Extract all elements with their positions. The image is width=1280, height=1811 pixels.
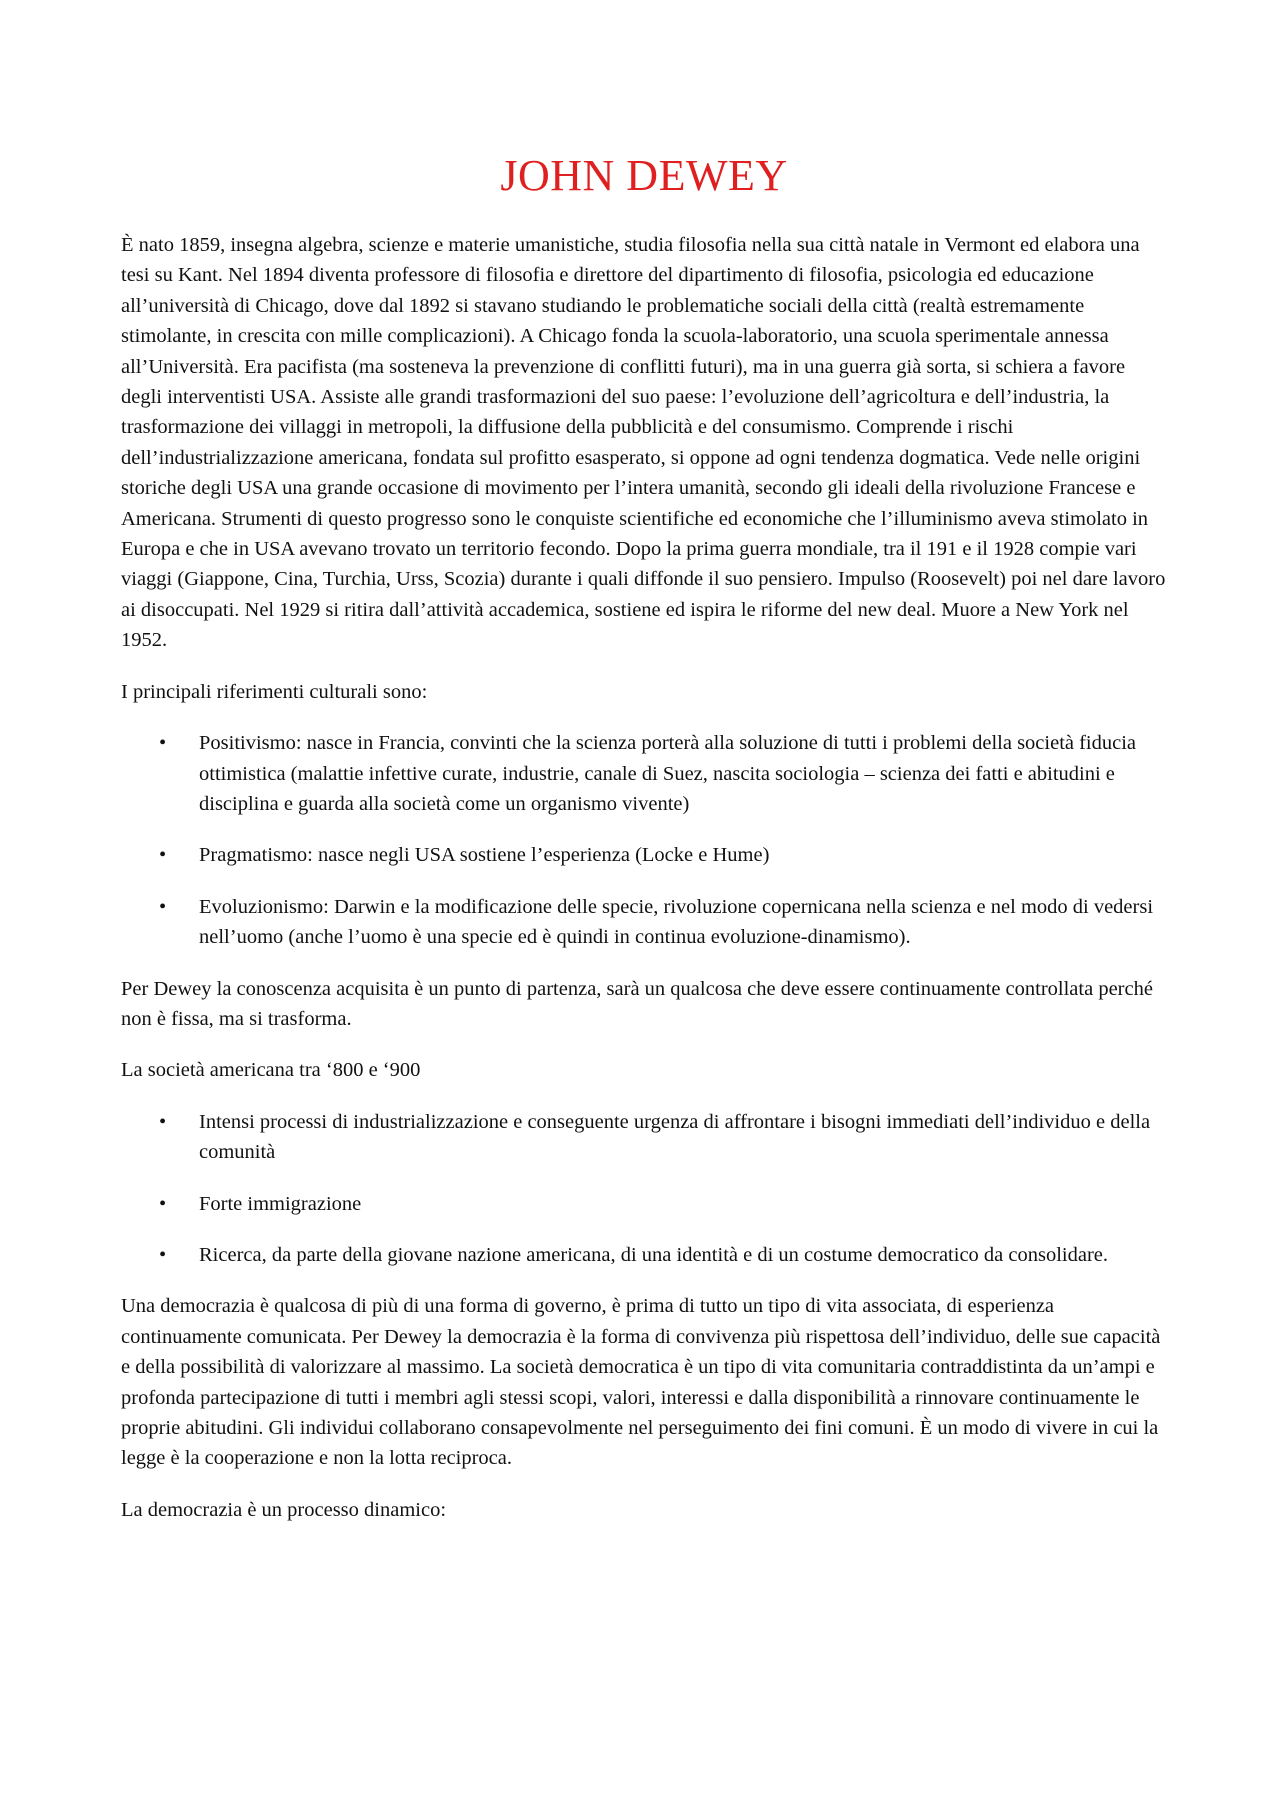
knowledge-paragraph: Per Dewey la conoscenza acquisita è un punto di partenza, sarà un qualcosa che deve essere continuamente controllata perché non è fissa, ma si trasforma.	[121, 977, 1153, 1030]
references-list	[121, 728, 1167, 952]
democracy-paragraph: Una democrazia è qualcosa di più di una forma di governo, è prima di tutto un tipo di vita associata, di esperienza continuamente comunicata. Per Dewey la democrazia è la forma di convivenza più rispettosa dell’individuo, delle sue capacità e della possibilità di valorizzare al massimo. La società democratica è un tipo di vita comunitaria contraddistinta da un’ampi e profonda partecipazione di tutti i membri agli stessi scopi, valori, interessi e dalla disponibilità a rinnovare continuamente le proprie abitudini. Gli individui collaborano consapevolmente nel perseguimento dei fini comuni. È un modo di vivere in cui la legge è la cooperazione e non la lotta reciproca.	[121, 1295, 1161, 1470]
list-item	[121, 728, 1167, 819]
list-item-text: Intensi processi di industrializzazione e conseguente urgenza di affrontare i bisogni immediati dell’individuo e della comunità	[199, 1110, 1151, 1164]
document-title: JOHN DEWEY	[500, 151, 788, 200]
biography-paragraph: È nato 1859, insegna algebra, scienze e materie umanistiche, studia filosofia nella sua città natale in Vermont ed elabora una tesi su Kant. Nel 1894 diventa professore di filosofia e direttore del dipartimento di filosofia, psicologia ed educazione all’università di Chicago, dove dal 1892 si stavano studiando le problematiche sociali della città (realtà estremamente stimolante, in crescita con mille complicazioni). A Chicago fonda la scuola-laboratorio, una scuola sperimentale annessa all’Università. Era pacifista (ma sosteneva la prevenzione di conflitti futuri), ma in una guerra già sorta, si schiera a favore degli interventisti USA. Assiste alle grandi trasformazioni del suo paese: l’evoluzione dell’agricoltura e dell’industria, la trasformazione dei villaggi in metropoli, la diffusione della pubblicità e del consumismo. Comprende i rischi dell’industrializzazione americana, fondata sul profitto esasperato, si oppone ad ogni tendenza dogmatica. Vede nelle origini storiche degli USA una grande occasione di movimento per l’intera umanità, secondo gli ideali della rivoluzione Francese e Americana. Strumenti di questo progresso sono le conquiste scientifiche ed economiche che l’illuminismo aveva stimolato in Europa e che in USA avevano trovato un territorio fecondo. Dopo la prima guerra mondiale, tra il 191 e il 1928 compie vari viaggi (Giappone, Cina, Turchia, Urss, Scozia) durante i quali diffonde il suo pensiero. Impulso (Roosevelt) poi nel dare lavoro ai disoccupati. Nel 1929 si ritira dall’attività accademica, sostiene ed ispira le riforme del new deal. Muore a New York nel 1952.	[121, 234, 1166, 652]
bullet-icon: •	[159, 895, 167, 918]
list-item	[121, 1189, 1167, 1219]
list-item-text: Ricerca, da parte della giovane nazione americana, di una identità e di un costume democratico da consolidare.	[199, 1243, 1109, 1266]
list-item	[121, 1107, 1167, 1168]
bullet-icon: •	[159, 1192, 167, 1215]
list-item	[121, 1240, 1167, 1270]
bullet-icon: •	[159, 1243, 167, 1266]
dynamic-process-paragraph: La democrazia è un processo dinamico:	[121, 1498, 447, 1521]
society-intro: La società americana tra ‘800 e ‘900	[121, 1059, 421, 1082]
bullet-icon: •	[159, 844, 167, 867]
list-item-text: Evoluzionismo: Darwin e la modificazione delle specie, rivoluzione copernicana nella scienza e nel modo di vedersi nell’uomo (anche l’uomo è una specie ed è quindi in continua evoluzione-dinamismo).	[199, 895, 1154, 949]
society-list	[121, 1107, 1167, 1271]
list-item	[121, 840, 1167, 870]
bullet-icon: •	[159, 732, 167, 755]
list-item-text: Pragmatismo: nasce negli USA sostiene l’esperienza (Locke e Hume)	[199, 844, 770, 867]
list-item-text: Forte immigrazione	[199, 1192, 362, 1215]
bullet-icon: •	[159, 1110, 167, 1133]
list-item-text: Positivismo: nasce in Francia, convinti che la scienza porterà alla soluzione di tutti i problemi della società fiducia ottimistica (malattie infettive curate, industrie, canale di Suez, nascita sociologia – scienza dei fatti e abitudini e disciplina e guarda alla società come un organismo vivente)	[199, 732, 1137, 815]
references-intro: I principali riferimenti culturali sono:	[121, 680, 428, 703]
list-item	[121, 892, 1167, 953]
document-page	[121, 148, 1167, 1546]
